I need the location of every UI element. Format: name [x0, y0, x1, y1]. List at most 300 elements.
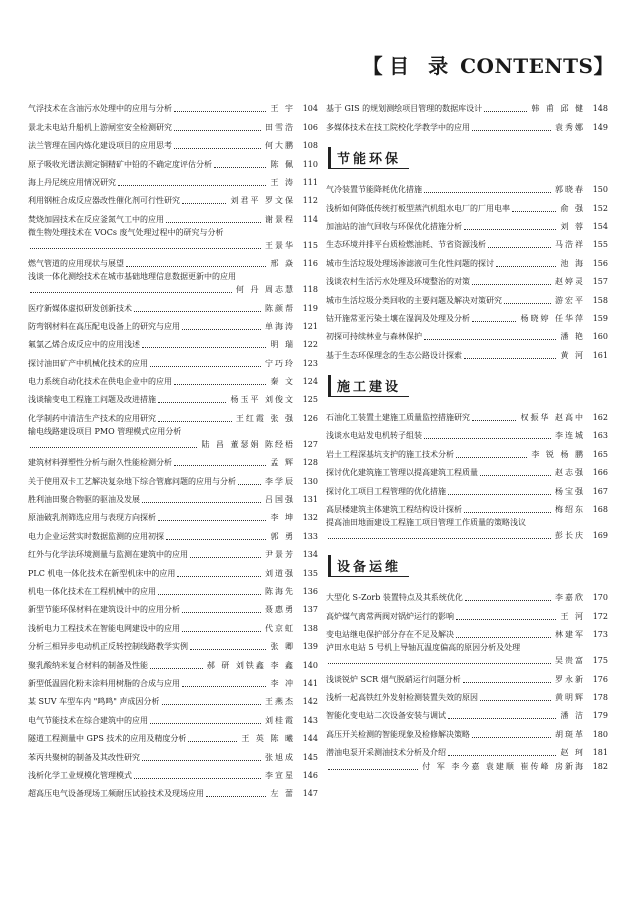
toc-entry-title: 浅析电力工程技术在智能电网建设中的应用	[28, 623, 180, 633]
toc-entry-page: 159	[592, 313, 608, 323]
toc-entry-title: 潜油电泵开采测油技术分析及介绍	[326, 748, 446, 758]
toc-entry-title: 聚乳酸纳米复合材料的制备及性能	[28, 660, 148, 670]
toc-entry[interactable]	[326, 585, 608, 603]
toc-entry-title: 医疗新媒体虚拟研发创新技术	[28, 303, 132, 313]
toc-entry[interactable]	[28, 170, 318, 188]
toc-leader-dots	[448, 494, 551, 495]
toc-entry[interactable]	[326, 423, 608, 441]
toc-entry-page: 111	[302, 177, 318, 187]
toc-entry-title: 法兰管理在国内炼化建设项目的应用思考	[28, 141, 172, 151]
toc-entry-author: 潘 洁	[560, 711, 585, 721]
toc-leader-dots	[472, 130, 551, 131]
toc-entry[interactable]	[326, 497, 608, 515]
toc-leader-dots	[504, 303, 551, 304]
toc-entry[interactable]	[28, 487, 318, 505]
toc-leader-dots	[174, 130, 261, 131]
toc-entry-page: 163	[592, 431, 608, 441]
toc-leader-dots	[328, 538, 551, 539]
toc-entry-title: 浅谈农村生活污水处理及环境整治的对策	[326, 277, 470, 287]
toc-entry[interactable]	[326, 666, 608, 684]
toc-entry-title: 电力企业运营实时数据监测的应用初探	[28, 531, 164, 541]
toc-entry[interactable]	[28, 468, 318, 486]
toc-leader-dots	[30, 292, 232, 293]
toc-entry[interactable]	[326, 269, 608, 287]
toc-leader-dots	[456, 637, 551, 638]
toc-leader-dots	[30, 447, 197, 448]
toc-entry-author: 杨宝强	[555, 486, 585, 496]
toc-entry-author: 陈海先	[265, 586, 295, 596]
toc-entry[interactable]	[28, 295, 318, 313]
toc-leader-dots	[424, 339, 556, 340]
toc-entry-page: 179	[592, 711, 608, 721]
toc-entry-page: 140	[302, 660, 318, 670]
toc-entry-title-line[interactable]	[28, 225, 318, 238]
toc-leader-dots	[150, 723, 261, 724]
toc-entry[interactable]	[28, 369, 318, 387]
toc-leader-dots	[472, 737, 551, 738]
toc-entry-page: 157	[592, 277, 608, 287]
toc-entry[interactable]	[28, 332, 318, 350]
toc-entry-page: 131	[302, 495, 318, 505]
toc-entry-author: 赵 珂	[560, 748, 585, 758]
toc-entry[interactable]	[28, 350, 318, 368]
toc-entry[interactable]	[326, 114, 608, 132]
toc-entry-author: 郭 勇	[270, 531, 295, 541]
toc-entry-page: 127	[302, 439, 318, 449]
toc-leader-dots	[158, 421, 232, 422]
toc-entry[interactable]	[28, 542, 318, 560]
toc-entry-author: 秦 文	[270, 377, 295, 387]
toc-entry[interactable]	[28, 744, 318, 762]
toc-entry[interactable]	[326, 740, 608, 758]
toc-entry-page: 134	[302, 550, 318, 560]
toc-entry-page: 166	[592, 468, 608, 478]
toc-entry-author: 宁巧玲	[265, 358, 295, 368]
toc-entry-title-line[interactable]	[326, 640, 608, 653]
toc-entry-author: 刘道强	[265, 568, 295, 578]
toc-entry[interactable]	[326, 603, 608, 621]
toc-entry-page: 114	[302, 214, 318, 224]
toc-entry-page: 136	[302, 586, 318, 596]
toc-leader-dots	[206, 796, 266, 797]
toc-leader-dots	[424, 438, 551, 439]
toc-entry-title: 新型低温固化粉末涂料用树脂的合成与应用	[28, 678, 180, 688]
toc-leader-dots	[472, 284, 551, 285]
toc-entry-page: 175	[592, 656, 608, 666]
toc-leader-dots	[328, 769, 418, 770]
toc-entry-page: 161	[592, 350, 608, 360]
toc-entry-author: 赵婷灵	[555, 277, 585, 287]
toc-entry-page: 165	[592, 449, 608, 459]
toc-entry-title: 输电线路建设项目 PMO 管理模式应用分析	[28, 426, 182, 436]
toc-entry-author: 张旭成	[265, 752, 295, 762]
toc-entry[interactable]	[28, 151, 318, 169]
toc-entry[interactable]	[28, 251, 318, 269]
toc-entry-page: 132	[302, 513, 318, 523]
toc-leader-dots	[456, 619, 556, 620]
toc-entry-author: 王景华	[265, 240, 295, 250]
toc-entry-page: 172	[592, 611, 608, 621]
toc-entry-title: 高压开关检测的智能现象及检修解决策略	[326, 729, 470, 739]
toc-entry[interactable]	[28, 560, 318, 578]
toc-entry-title: 多媒体技术在技工院校化学教学中的应用	[326, 122, 470, 132]
toc-entry-author: 李连城	[555, 431, 585, 441]
toc-entry[interactable]	[326, 528, 608, 541]
toc-entry-title: 海上丹尼统应用情况研究	[28, 177, 116, 187]
toc-entry-title-line[interactable]	[28, 424, 318, 437]
toc-entry[interactable]	[28, 96, 318, 114]
toc-entry-author: 郝 研 刘铁鑫 李 鑫	[206, 660, 295, 670]
toc-entry[interactable]	[28, 689, 318, 707]
toc-entry-author: 王 河	[560, 611, 585, 621]
toc-entry[interactable]	[28, 652, 318, 670]
toc-entry-page: 135	[302, 568, 318, 578]
toc-entry[interactable]	[326, 214, 608, 232]
toc-entry-title: 浅析化学工业规模化管理模式	[28, 770, 132, 780]
toc-entry-title: 岩土工程深基坑支护的施工技术分析	[326, 449, 454, 459]
toc-entry-author: 袁秀娜	[555, 122, 585, 132]
toc-entry-page: 106	[302, 122, 318, 132]
toc-leader-dots	[188, 741, 237, 742]
toc-leader-dots	[484, 111, 527, 112]
toc-entry-page: 149	[592, 122, 608, 132]
toc-entry-author: 王燕杰	[265, 697, 295, 707]
header-title-cn: 目 录	[389, 54, 455, 78]
right-column	[326, 96, 608, 772]
toc-entry-author: 付 军 李今嘉 袁建顺 崔传峰 房新海	[422, 762, 585, 772]
toc-entry-author: 杨玉平 刘俊文	[230, 395, 295, 405]
toc-entry[interactable]	[28, 597, 318, 615]
toc-entry-title: 加油站的油气回收与环保优化措施分析	[326, 221, 462, 231]
toc-entry-title: 初探可持续林业与森林保护	[326, 332, 422, 342]
toc-entry-author: 明 瑞	[270, 340, 295, 350]
toc-entry-author: 陈 佩	[270, 159, 295, 169]
toc-entry[interactable]	[28, 505, 318, 523]
toc-entry-page: 147	[302, 789, 318, 799]
toc-entry-author: 孟 辉	[270, 458, 295, 468]
toc-entry-author: 王 宇	[270, 104, 295, 114]
header-title-en: CONTENTS	[460, 54, 594, 78]
toc-entry-author: 权振华 赵高中	[520, 413, 585, 423]
toc-entry-author: 李嘉欣	[555, 593, 585, 603]
toc-entry-author: 李宣星	[265, 770, 295, 780]
toc-entry[interactable]	[28, 726, 318, 744]
toc-entry-page: 154	[592, 221, 608, 231]
toc-entry-page: 145	[302, 752, 318, 762]
toc-entry-author: 左 蕾	[270, 789, 295, 799]
toc-entry-author: 梅绍东	[555, 505, 585, 515]
toc-leader-dots	[150, 668, 203, 669]
toc-entry-author: 郭晓春	[555, 185, 585, 195]
toc-entry[interactable]	[28, 387, 318, 405]
toc-entry[interactable]	[326, 685, 608, 703]
toc-leader-dots	[158, 520, 266, 521]
toc-entry[interactable]	[326, 721, 608, 739]
toc-entry[interactable]	[28, 763, 318, 781]
toc-entry-title: 石油化工装置土建施工质量监控措施研究	[326, 413, 470, 423]
toc-header	[363, 50, 614, 79]
toc-entry[interactable]	[326, 324, 608, 342]
toc-entry-page: 119	[302, 303, 318, 313]
toc-leader-dots	[328, 663, 551, 664]
toc-entry-page: 180	[592, 729, 608, 739]
toc-entry-page: 138	[302, 623, 318, 633]
toc-leader-dots	[134, 778, 261, 779]
toc-entry-title: 气冷装置节能降耗优化措施	[326, 185, 422, 195]
toc-entry-title: 氟氯乙烯合成反应中的应用浅述	[28, 340, 140, 350]
toc-entry-author: 田雪浩	[265, 122, 295, 132]
toc-leader-dots	[463, 682, 551, 683]
toc-entry-page: 176	[592, 674, 608, 684]
toc-entry-title: 提高油田地面建设工程施工项目管理工作质量的策略浅议	[326, 518, 526, 528]
toc-entry-title: 浅谈水电站发电机转子组装	[326, 431, 422, 441]
toc-entry[interactable]	[28, 579, 318, 597]
toc-leader-dots	[134, 311, 261, 312]
toc-entry-page: 155	[592, 240, 608, 250]
toc-entry-title: 景北未电站升船机上游闸室安全检测研究	[28, 122, 172, 132]
toc-entry-page: 162	[592, 413, 608, 423]
toc-entry-title: 化学制药中清洁生产技术的应用研究	[28, 413, 156, 423]
toc-entry-page: 178	[592, 692, 608, 702]
toc-leader-dots	[472, 321, 516, 322]
toc-leader-dots	[158, 402, 226, 403]
toc-entry-title: 焚烧加固技术在反应釜氮气工中的应用	[28, 214, 164, 224]
toc-entry[interactable]	[326, 287, 608, 305]
toc-entry-title: 大型化 S-Zorb 装置特点及其系统优化	[326, 593, 463, 603]
toc-entry-author: 李学辰	[265, 476, 295, 486]
toc-entry-title: 电气节能技术在综合建筑中的应用	[28, 715, 148, 725]
toc-entry-page: 148	[592, 104, 608, 114]
toc-leader-dots	[174, 384, 266, 385]
toc-entry-title: 分析三相异步电动机正反转控制线路教学实例	[28, 642, 188, 652]
toc-entry-page: 158	[592, 295, 608, 305]
toc-entry-title: 某 SUV 车型车内 "鸣鸣" 声成因分析	[28, 697, 160, 707]
toc-entry-page: 137	[302, 605, 318, 615]
toc-entry-author: 胡斑革	[555, 729, 585, 739]
toc-entry-title: 机电一体化技术在工程机械中的应用	[28, 586, 156, 596]
toc-entry-title: 利用钢桩合成反应器改性催化剂可行性研究	[28, 196, 180, 206]
toc-entry-title-line[interactable]	[28, 269, 318, 282]
toc-entry-author: 刘君平 罗文保	[230, 196, 295, 206]
toc-entry-title: 燃气管道的应用现状与展望	[28, 259, 124, 269]
section-heading	[328, 555, 608, 577]
toc-entry[interactable]	[326, 758, 608, 772]
toc-entry-title: 泸田水电站 5 号机上导轴瓦温度偏高的原因分析及处理	[326, 643, 521, 653]
toc-entry-page: 124	[302, 377, 318, 387]
toc-entry[interactable]	[28, 450, 318, 468]
toc-leader-dots	[174, 465, 266, 466]
toc-entry-page: 110	[302, 159, 318, 169]
toc-entry[interactable]	[28, 523, 318, 541]
toc-leader-dots	[464, 358, 556, 359]
toc-entry-title: 隧道工程测量中 GPS 技术的应用及精度分析	[28, 734, 187, 744]
toc-leader-dots	[480, 700, 551, 701]
toc-entry-author: 何 丹 周志慧	[235, 285, 295, 295]
toc-entry-page: 122	[302, 340, 318, 350]
toc-entry[interactable]	[28, 314, 318, 332]
toc-entry-page: 121	[302, 321, 318, 331]
toc-entry-author: 代京虹	[265, 623, 295, 633]
toc-entry[interactable]	[326, 622, 608, 640]
toc-entry-title: 微生物处理技术在 VOCs 废气处理过程中的研究与分析	[28, 227, 224, 237]
toc-entry[interactable]	[28, 405, 318, 423]
toc-entry-page: 125	[302, 395, 318, 405]
toc-entry[interactable]	[326, 405, 608, 423]
toc-entry-title: 变电站继电保护部分存在不足及解决	[326, 630, 454, 640]
toc-entry-title: 胜利油田聚合物驱的驱油及发展	[28, 495, 140, 505]
toc-entry[interactable]	[28, 206, 318, 224]
toc-entry-title: 超高压电气设备现场工频耐压试验技术及现场应用	[28, 789, 204, 799]
toc-leader-dots	[488, 247, 551, 248]
toc-leader-dots	[448, 718, 556, 719]
toc-entry-author: 韩 甫 邱 健	[531, 104, 585, 114]
toc-entry-title-line[interactable]	[326, 515, 608, 528]
toc-entry-title: 钴开施常亚污染土壤在湿润及处理及分析	[326, 313, 470, 323]
toc-entry[interactable]	[28, 781, 318, 799]
toc-entry-page: 130	[302, 476, 318, 486]
toc-leader-dots	[464, 229, 556, 230]
toc-entry-author: 谢景程	[265, 214, 295, 224]
toc-leader-dots	[214, 167, 266, 168]
toc-entry[interactable]	[326, 441, 608, 459]
toc-leader-dots	[158, 594, 261, 595]
toc-entry-page: 133	[302, 531, 318, 541]
toc-entry-page: 170	[592, 593, 608, 603]
toc-entry-title: 浅析如何降低传统打板型蒸汽机组水电厂的厂用电率	[326, 203, 510, 213]
toc-entry-author: 陈颜帮	[265, 303, 295, 313]
toc-leader-dots	[118, 185, 266, 186]
toc-entry[interactable]	[28, 114, 318, 132]
toc-entry[interactable]	[326, 306, 608, 324]
toc-entry-page: 139	[302, 642, 318, 652]
toc-entry[interactable]	[28, 707, 318, 725]
left-column	[28, 96, 318, 799]
toc-entry-title: 新型节能环保材料在建筑设计中的应用分析	[28, 605, 180, 615]
toc-entry[interactable]	[28, 133, 318, 151]
toc-entry[interactable]	[326, 232, 608, 250]
toc-entry[interactable]	[326, 342, 608, 360]
toc-entry-title: 红外与化学法环境测量与监测在建筑中的应用	[28, 550, 188, 560]
toc-leader-dots	[480, 475, 551, 476]
toc-entry-title: 探讨油田矿产中机械化技术的应用	[28, 358, 148, 368]
toc-leader-dots	[456, 457, 527, 458]
toc-entry[interactable]	[326, 703, 608, 721]
toc-entry-author: 黄 河	[560, 350, 585, 360]
toc-entry[interactable]	[326, 96, 608, 114]
toc-entry-author: 尹景芳	[265, 550, 295, 560]
toc-leader-dots	[30, 248, 261, 249]
toc-leader-dots	[166, 539, 266, 540]
toc-entry-author: 马浩祥	[555, 240, 585, 250]
toc-entry[interactable]	[28, 634, 318, 652]
toc-entry-title: 苯丙共聚树的制备及其改性研究	[28, 752, 140, 762]
toc-entry-title: 原子吸收光谱法测定铜精矿中铅的不确定度评估分析	[28, 159, 212, 169]
toc-entry-author: 刘 蓉	[560, 221, 585, 231]
toc-leader-dots	[182, 203, 226, 204]
toc-entry-page: 128	[302, 458, 318, 468]
section-heading-label: 施工建设	[328, 375, 409, 397]
toc-entry-title: 浅谈锐炉 SCR 烟气脱硝运行问题分析	[326, 674, 461, 684]
toc-entry-author: 彭长庆	[555, 531, 585, 541]
toc-entry-page: 152	[592, 203, 608, 213]
toc-entry-page: 156	[592, 258, 608, 268]
toc-leader-dots	[472, 420, 516, 421]
toc-entry-author: 游宏平	[555, 295, 585, 305]
toc-entry-title: 探讨优化建筑施工管理以提高建筑工程质量	[326, 468, 478, 478]
toc-entry-author: 刘桂霞	[265, 715, 295, 725]
toc-entry-author: 王 英 陈 曦	[241, 734, 295, 744]
toc-entry-page: 168	[592, 505, 608, 515]
toc-entry[interactable]	[326, 460, 608, 478]
toc-entry-page: 141	[302, 678, 318, 688]
toc-entry-author: 王红霞 张 强	[235, 413, 295, 423]
toc-entry-page: 143	[302, 715, 318, 725]
toc-entry-page: 116	[302, 259, 318, 269]
toc-entry[interactable]	[28, 188, 318, 206]
toc-entry-page: 112	[302, 196, 318, 206]
toc-entry-title: 城市生活垃圾处理场渗滤液可生化性问题的探讨	[326, 258, 494, 268]
toc-entry-title: 高炉煤气离常两阀对锅炉运行的影响	[326, 611, 454, 621]
toc-entry-author: 王 涛	[270, 177, 295, 187]
section-heading	[328, 147, 608, 169]
toc-entry-author: 杨晓婷 任华萍	[520, 313, 585, 323]
toc-entry-page: 104	[302, 104, 318, 114]
toc-leader-dots	[238, 484, 261, 485]
toc-leader-dots	[190, 557, 261, 558]
toc-entry[interactable]	[28, 282, 318, 295]
toc-entry-title: 浅谈一体化测绘技术在城市基础地理信息数据更新中的应用	[28, 272, 236, 282]
toc-entry[interactable]	[326, 478, 608, 496]
toc-leader-dots	[126, 266, 266, 267]
toc-entry-title: 电力系统自动化技术在供电企业中的应用	[28, 377, 172, 387]
toc-entry[interactable]	[28, 437, 318, 450]
toc-entry-author: 李 坤	[270, 513, 295, 523]
toc-entry-page: 108	[302, 141, 318, 151]
toc-entry-page: 142	[302, 697, 318, 707]
toc-entry[interactable]	[326, 653, 608, 666]
toc-entry-page: 181	[592, 748, 608, 758]
header-open-bracket: 【	[362, 54, 384, 78]
toc-entry-title: 关于使用双卡工艺解决复杂地下综合管廊问题的应用与分析	[28, 476, 236, 486]
toc-entry[interactable]	[28, 238, 318, 251]
toc-leader-dots	[496, 266, 556, 267]
toc-entry-title: 城市生活垃圾分类回收的主要问题及解决对策研究	[326, 295, 502, 305]
toc-entry-page: 182	[592, 762, 608, 772]
toc-entry-page: 150	[592, 185, 608, 195]
toc-entry-page: 146	[302, 770, 318, 780]
toc-leader-dots	[150, 366, 261, 367]
toc-leader-dots	[177, 576, 261, 577]
toc-entry-title: 智能化变电站二次设备安装与调试	[326, 711, 446, 721]
toc-entry-title: 建筑材料弹塑性分析与耐久性能检测分析	[28, 458, 172, 468]
toc-leader-dots	[464, 512, 551, 513]
toc-entry[interactable]	[326, 177, 608, 195]
toc-entry-page: 173	[592, 630, 608, 640]
toc-entry-page: 115	[302, 240, 318, 250]
toc-entry[interactable]	[326, 250, 608, 268]
toc-entry[interactable]	[28, 671, 318, 689]
section-heading-label: 设备运维	[328, 555, 409, 577]
toc-entry[interactable]	[28, 615, 318, 633]
toc-leader-dots	[465, 600, 551, 601]
toc-leader-dots	[182, 329, 261, 330]
toc-entry-title: 基于 GIS 的规划测绘项目管理的数据库设计	[326, 104, 483, 114]
toc-entry-author: 吴贵富	[555, 656, 585, 666]
toc-entry[interactable]	[326, 195, 608, 213]
toc-leader-dots	[182, 631, 261, 632]
toc-entry-page: 123	[302, 358, 318, 368]
toc-leader-dots	[190, 649, 266, 650]
